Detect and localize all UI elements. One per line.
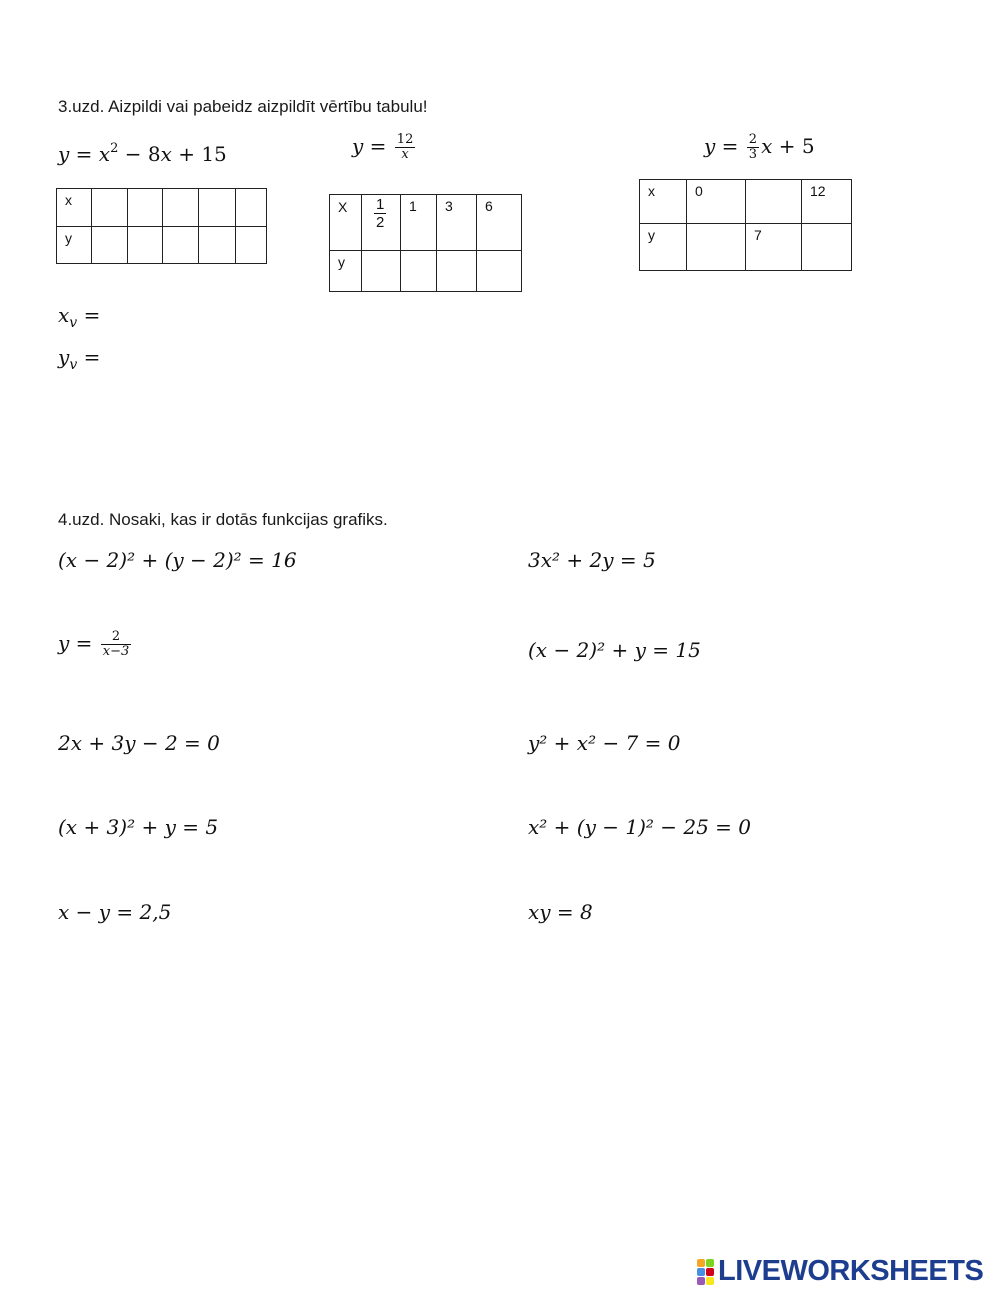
equation-left-3: 2x + 3y − 2 = 0: [58, 731, 220, 755]
table-cell[interactable]: [236, 189, 267, 227]
value-table-hyperbola: [329, 194, 522, 292]
table-cell[interactable]: [92, 227, 128, 264]
task4-title: 4.uzd. Nosaki, kas ir dotās funkcijas grafiks.: [58, 510, 388, 529]
value-table-quadratic: [56, 188, 267, 264]
table-cell[interactable]: [128, 227, 163, 264]
table-cell[interactable]: [746, 180, 802, 224]
table-cell: 1: [401, 195, 437, 251]
vertex-y-label: $y_v$ =: [58, 345, 101, 373]
table-cell[interactable]: [199, 189, 236, 227]
table-row-label-x: x: [640, 180, 687, 224]
equation-right-1: 3x² + 2y = 5: [528, 548, 656, 572]
table-cell[interactable]: [687, 224, 746, 271]
table-cell[interactable]: [163, 189, 199, 227]
table-cell-half: $\frac{1}{2}$: [362, 195, 401, 251]
table-cell[interactable]: [802, 224, 852, 271]
table-cell: 3: [437, 195, 477, 251]
equation-left-2: y = $\frac{2}{x-3}$: [58, 629, 130, 659]
table-cell: 7: [746, 224, 802, 271]
table-cell: 0: [687, 180, 746, 224]
function-linear: y = $\frac{2}{3}$ x + 5: [704, 132, 815, 162]
table-row-label-y: y: [640, 224, 687, 271]
table-cell[interactable]: [92, 189, 128, 227]
logo-blocks-icon: [697, 1259, 714, 1285]
function-quadratic: $y = x^2 - 8x + 15$: [58, 141, 227, 166]
table-cell[interactable]: [236, 227, 267, 264]
table-cell[interactable]: [128, 189, 163, 227]
table-cell: 6: [477, 195, 522, 251]
table-cell[interactable]: [199, 227, 236, 264]
table-cell[interactable]: [163, 227, 199, 264]
table-cell[interactable]: [477, 251, 522, 292]
table-cell[interactable]: [401, 251, 437, 292]
liveworksheets-logo: [697, 1255, 983, 1288]
equation-left-5: x − y = 2,5: [58, 900, 172, 924]
table-row-label-y: y: [57, 227, 92, 264]
table-row-label-y: y: [330, 251, 362, 292]
equation-left-4: (x + 3)² + y = 5: [58, 815, 219, 839]
equation-right-3: y² + x² − 7 = 0: [528, 731, 681, 755]
equation-right-4: x² + (y − 1)² − 25 = 0: [528, 815, 752, 839]
equation-right-5: xy = 8: [528, 900, 593, 924]
table-cell: 12: [802, 180, 852, 224]
function-hyperbola: y = $\frac{12}{x}$: [352, 132, 414, 162]
table-cell[interactable]: [437, 251, 477, 292]
equation-left-1: (x − 2)² + (y − 2)² = 16: [58, 548, 297, 572]
logo-text: LIVEWORKSHEETS: [718, 1255, 984, 1287]
table-row-label-x: X: [330, 195, 362, 251]
value-table-linear: [639, 179, 852, 271]
table-row-label-x: x: [57, 189, 92, 227]
vertex-x-label: $x_v$ =: [58, 303, 101, 331]
equation-right-2: (x − 2)² + y = 15: [528, 638, 701, 662]
table-cell[interactable]: [362, 251, 401, 292]
task3-title: 3.uzd. Aizpildi vai pabeidz aizpildīt vērtību tabulu!: [58, 97, 428, 116]
